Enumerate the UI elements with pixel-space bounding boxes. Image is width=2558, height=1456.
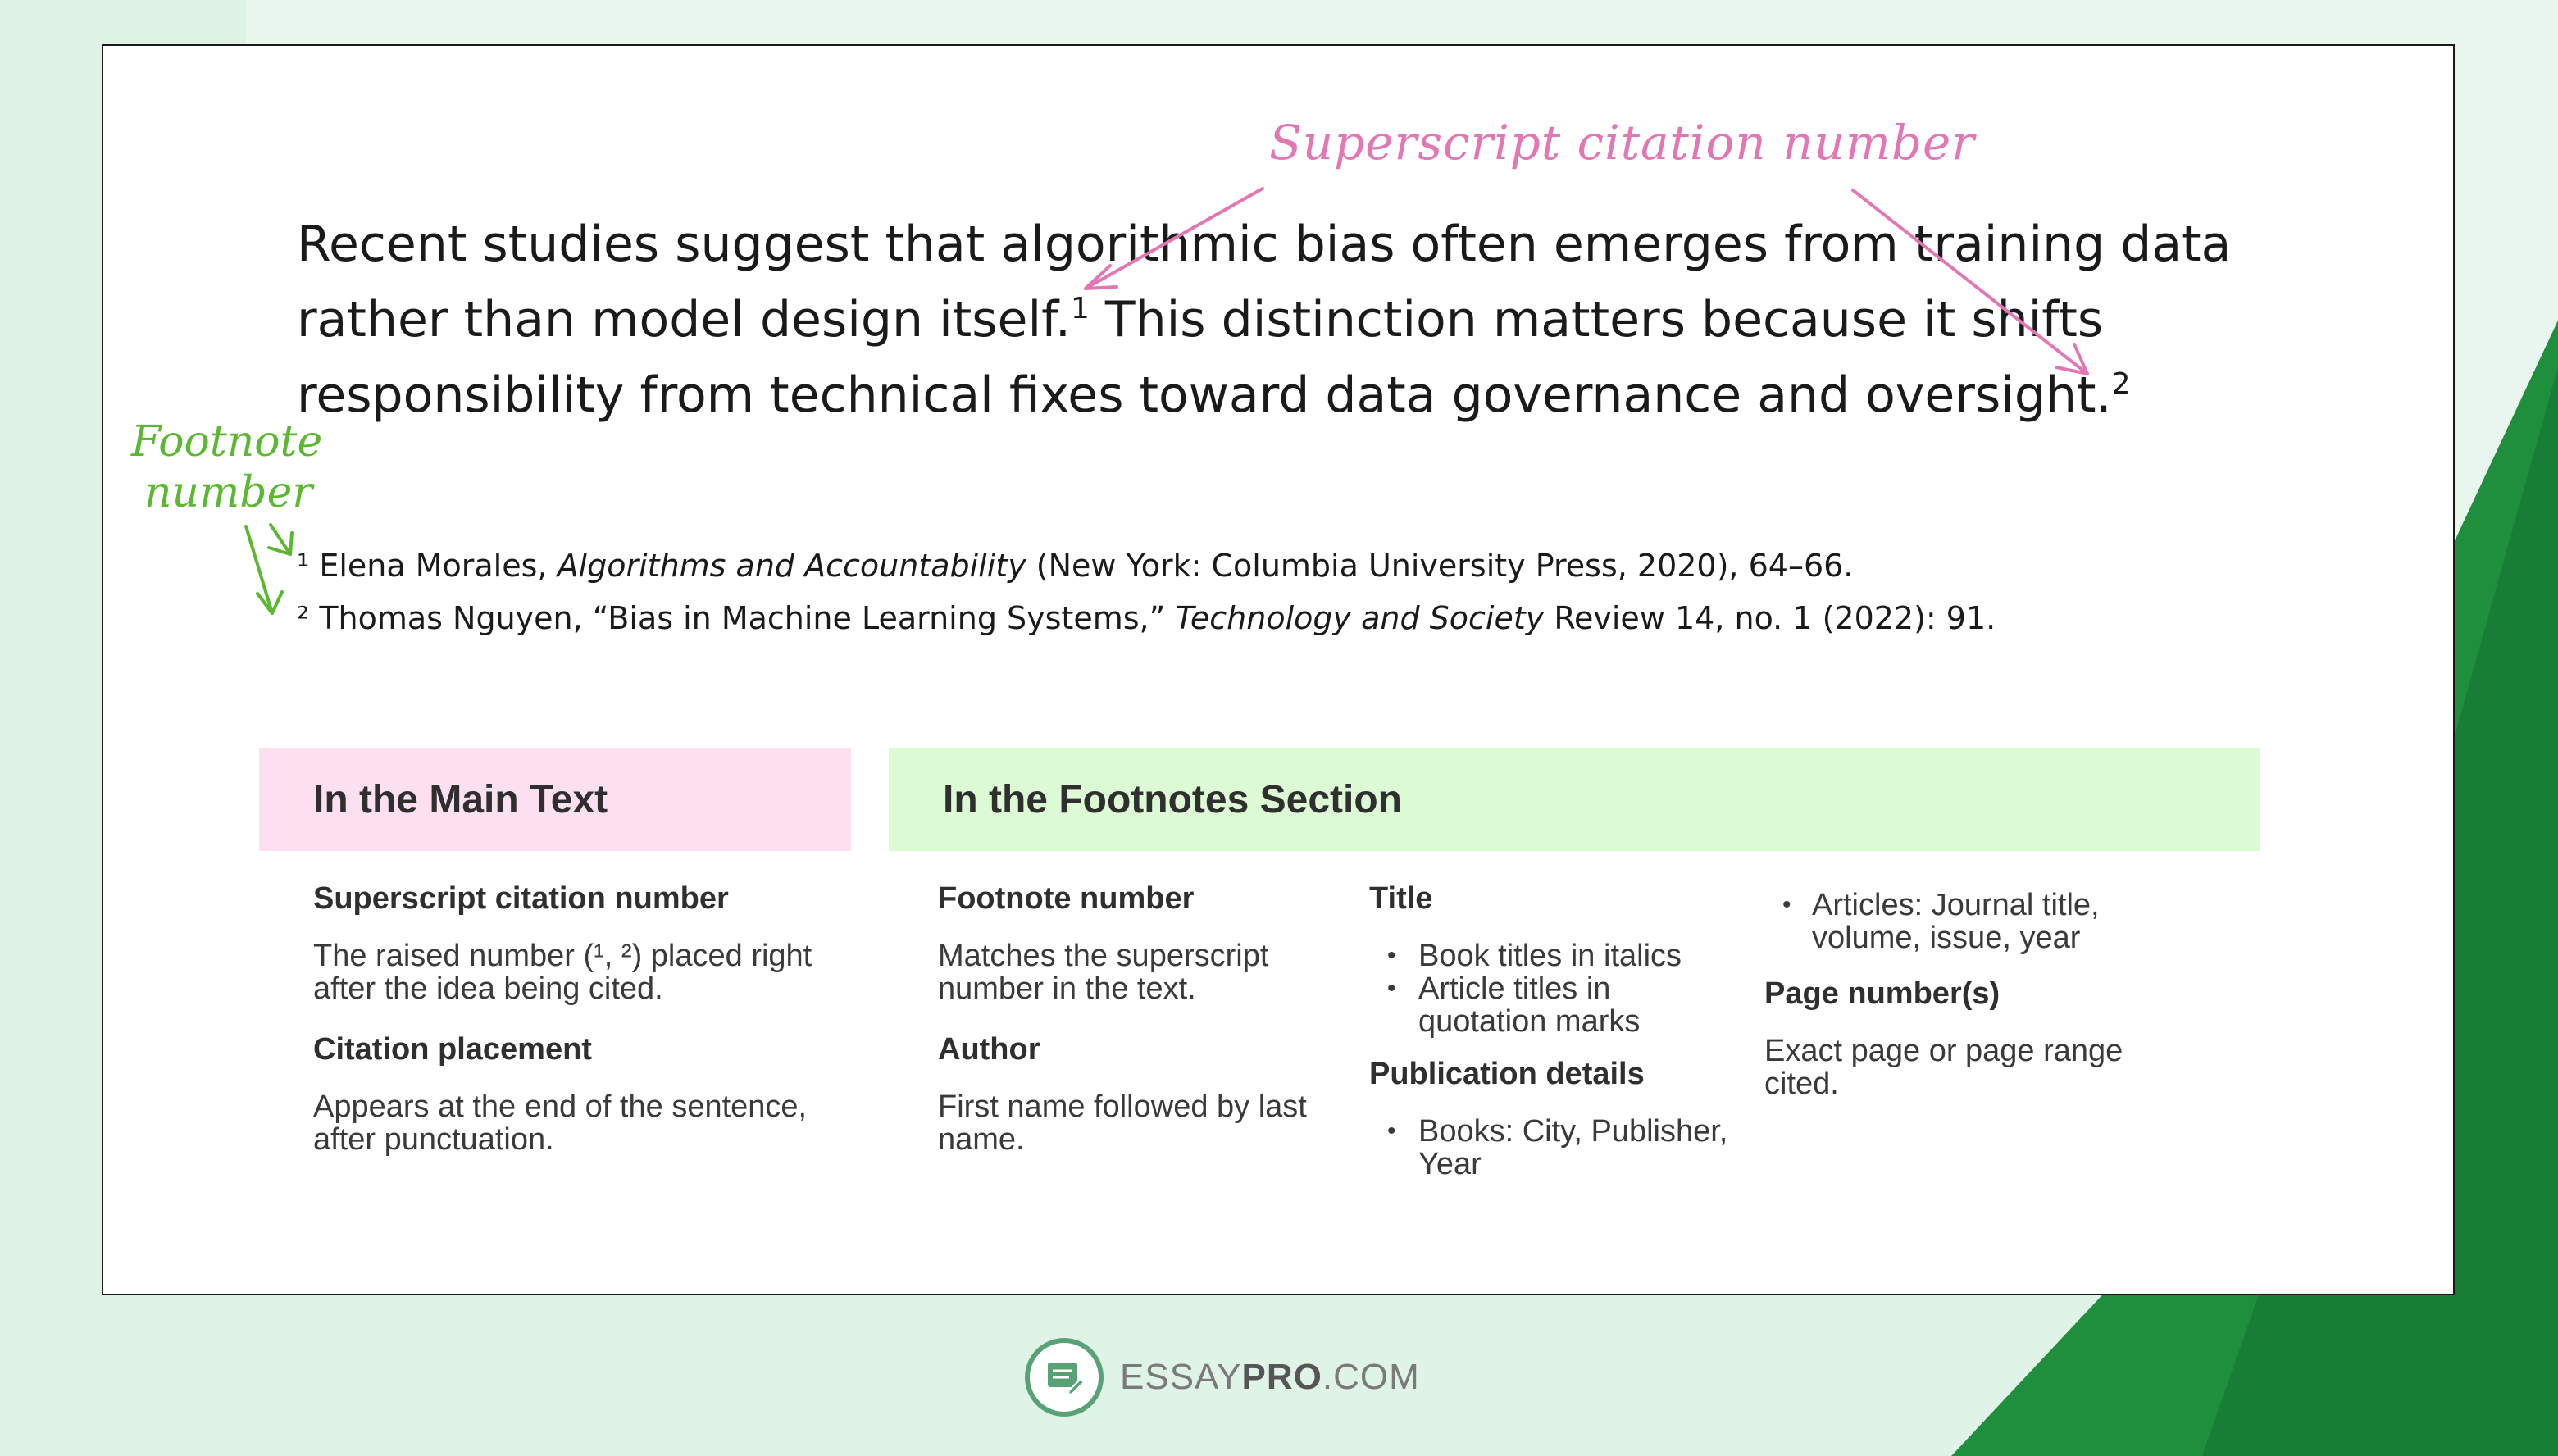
annotation-footnote-line-2: number — [144, 468, 313, 517]
footnote-2-title: Technology and Society — [1175, 600, 1545, 636]
heading-title: Title — [1369, 881, 1433, 916]
footnotes-column-1 — [938, 882, 1331, 1176]
paragraph-sentence-1: Recent studies suggest that algorithmic bias often emerges from training data rather than model design itself. — [297, 216, 2232, 348]
heading-publication-details: Publication details — [1369, 1057, 1645, 1091]
logo-text-essay: ESSAY — [1120, 1357, 1242, 1397]
list-item: • Articles: Journal title, volume, issue, year — [1764, 889, 2191, 954]
arrow-to-footnote-2 — [246, 526, 272, 613]
footnote-2-number: ² — [297, 600, 310, 636]
heading-page-numbers: Page number(s) — [1764, 976, 2000, 1011]
title-list — [1369, 940, 1746, 1038]
document-pencil-icon — [1025, 1338, 1104, 1417]
text-page-numbers: Exact page or page range cited. — [1764, 1034, 2123, 1101]
arrow-to-superscript-2 — [1853, 190, 2087, 374]
arrow-to-superscript-1 — [1086, 189, 1263, 289]
footnote-2-author: Thomas Nguyen, “Bias in Machine Learning Systems,” — [319, 600, 1176, 636]
heading-superscript: Superscript citation number — [313, 881, 729, 916]
logo-text-com: .COM — [1322, 1357, 1420, 1397]
heading-citation-placement: Citation placement — [313, 1032, 592, 1067]
text-author: First name followed by last name. — [938, 1090, 1307, 1157]
arrowhead-1 — [1086, 266, 1117, 289]
footnotes-section-header: In the Footnotes Section — [889, 748, 2260, 851]
superscript-2: 2 — [2111, 367, 2131, 401]
main-text-column — [313, 882, 822, 1176]
footnote-1 — [297, 548, 1853, 584]
footnote-1-author: Elena Morales, — [319, 548, 558, 584]
superscript-1: 1 — [1070, 292, 1090, 325]
footnotes-column-2 — [1369, 882, 1746, 1200]
list-item: • Book titles in italics — [1369, 940, 1746, 972]
footnote-1-number: ¹ — [297, 548, 310, 584]
footnote-2-details: Review 14, no. 1 (2022): 91. — [1544, 600, 1996, 636]
text-superscript: The raised number (¹, ²) placed right after the idea being cited. — [313, 939, 812, 1006]
list-item: • Article titles in quotation marks — [1369, 972, 1746, 1038]
footnote-2 — [297, 600, 1996, 636]
heading-footnote-number: Footnote number — [938, 881, 1195, 916]
annotation-footnote-line-1: Footnote — [131, 417, 323, 466]
annotation-superscript: Superscript citation number — [1269, 115, 1976, 171]
list-item: • Books: City, Publisher, Year — [1369, 1115, 1746, 1181]
footnote-1-details: (New York: Columbia University Press, 2020), 64–66. — [1026, 548, 1854, 584]
footnotes-column-3 — [1764, 889, 2191, 1120]
logo-text-pro: PRO — [1241, 1357, 1322, 1397]
publication-list — [1369, 1115, 1746, 1181]
logo-text — [1120, 1357, 1420, 1398]
articles-list — [1764, 889, 2191, 954]
essaypro-logo[interactable] — [1025, 1338, 1420, 1417]
main-text-header: In the Main Text — [259, 748, 851, 851]
text-citation-placement: Appears at the end of the sentence, after punctuation. — [313, 1090, 808, 1157]
paragraph-sentence-2: This distinction matters because it shifts responsibility from technical fixes toward data governance and oversight. — [297, 291, 2112, 424]
heading-author: Author — [938, 1032, 1040, 1067]
footnote-1-title: Algorithms and Accountability — [557, 548, 1026, 584]
text-footnote-number: Matches the superscript number in the text. — [938, 939, 1269, 1006]
